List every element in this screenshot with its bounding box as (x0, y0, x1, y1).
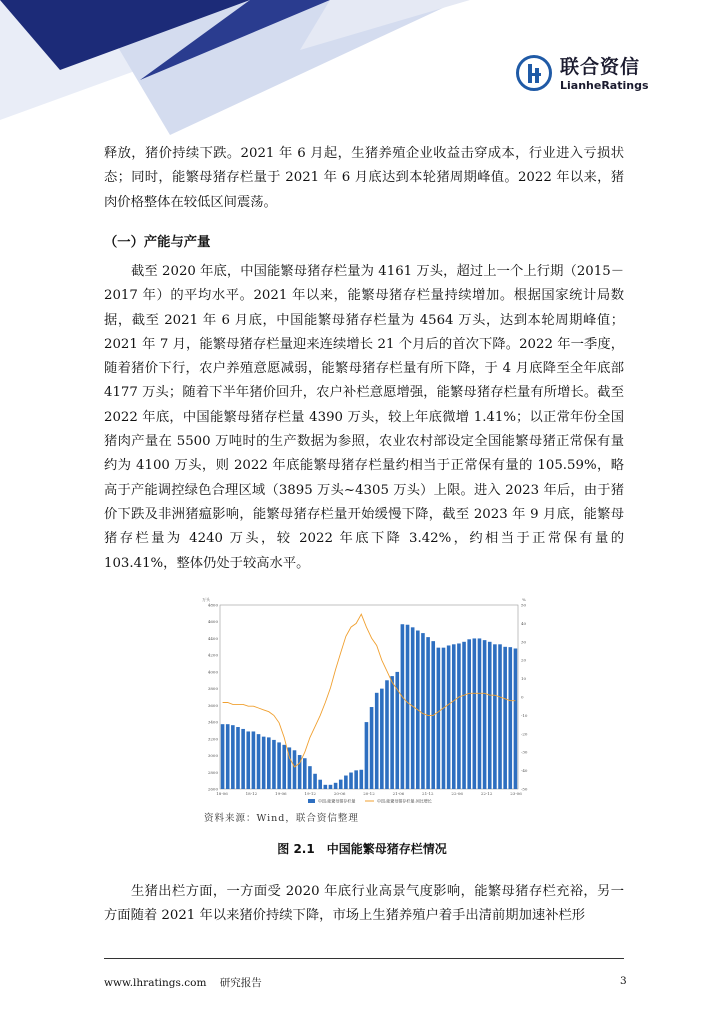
bar (442, 648, 446, 789)
x-tick-label: 19-06 (275, 791, 287, 796)
right-tick-label: 10 (521, 676, 527, 682)
bar (349, 773, 353, 789)
bar (267, 737, 271, 789)
x-tick-label: 20-12 (363, 791, 375, 796)
figure-source: 资料来源：Wind，联合资信整理 (204, 813, 359, 824)
bar (488, 642, 492, 789)
bar (380, 689, 384, 789)
bar (365, 722, 369, 789)
x-tick-label: 21-06 (392, 791, 405, 796)
left-tick-label: 4800 (207, 602, 218, 608)
legend-bar-label: 中国:能繁母猪存栏量 (318, 798, 356, 804)
left-tick-label: 3800 (207, 686, 218, 692)
right-tick-label: -40 (521, 768, 528, 774)
bar (257, 734, 261, 789)
bar (498, 644, 502, 789)
x-tick-label: 18-12 (245, 791, 258, 796)
bar (318, 780, 322, 789)
left-tick-label: 3200 (207, 736, 218, 742)
bar (390, 676, 394, 789)
paragraph-2: 截至 2020 年底，中国能繁母猪存栏量为 4161 万头，超过上一个上行期（2015－2017 年）的平均水平。2021 年以来，能繁母猪存栏量持续增加。根据国家统计局数据，截至 2021 年 6 月底，中国能繁母猪存栏量为 4564 万头，达到本轮周期峰值；2021 年 7 月，能繁母猪存栏量迎来连续增长 21 个月后的首次下降。2022 年一季度，随着猪价下行，农户养殖意愿减弱，能繁母猪存栏量有所下降，于 4 月底降至全年底部 4177 万头；随着下半年猪价回升，农户补栏意愿增强，能繁母猪存栏量有所增长。截至 2022 年底，中国能繁母猪存栏量 4390 万头，较上年底微增 1.41%；以正常年份全国猪肉产量在 5500 万吨时的生产数据为参照，农业农村部设定全国能繁母猪正常保有量约为 4100 万头，则 2022 年底能繁母猪存栏量约相当于正常保有量的 105.59%，略高于产能调控绿色合理区域（3895 万头~4305 万头）上限。进入 2023 年后，由于猪价下跌及非洲猪瘟影响，能繁母猪存栏量开始缓慢下降，截至 2023 年 9 月底，能繁母猪存栏量为 4240 万头，较 2022 年底下降 3.42%，约相当于正常保有量的 103.41%，整体仍处于较高水平。 (104, 264, 624, 571)
logo-cn-text: 联合资信 (560, 56, 641, 78)
right-tick-label: -20 (521, 731, 528, 737)
legend-bar-swatch (308, 799, 315, 803)
logo-en-text: LianheRatings (560, 79, 649, 92)
figure-caption: 图 2.1 中国能繁母猪存栏情况 (277, 842, 447, 856)
bar (478, 638, 482, 789)
bar (308, 766, 312, 789)
bar (262, 737, 266, 789)
bar (246, 731, 250, 789)
left-tick-label: 4600 (207, 619, 218, 625)
right-axis-unit: % (522, 597, 526, 602)
bar (457, 643, 461, 789)
footer-left (104, 975, 262, 990)
x-tick-label: 19-12 (304, 791, 316, 796)
bar (447, 645, 451, 789)
legend-line-label: 中国:能繁母猪存栏量:同比增长 (377, 798, 432, 804)
bar (462, 642, 466, 789)
bar (483, 640, 487, 789)
bar (252, 731, 256, 789)
x-tick-label: 20-06 (333, 791, 346, 796)
bar (221, 724, 225, 789)
bar (421, 633, 425, 789)
right-tick-label: -10 (521, 712, 528, 718)
bar (508, 647, 512, 789)
bar (324, 785, 328, 789)
sow-inventory-chart (200, 593, 540, 811)
bar (339, 780, 343, 789)
right-tick-label: 20 (521, 657, 527, 663)
bar (370, 707, 374, 789)
bar (473, 638, 477, 789)
bar (293, 750, 297, 789)
x-tick-label: 22-12 (480, 791, 493, 796)
bar (231, 725, 235, 789)
bar (344, 776, 348, 789)
bar (411, 627, 415, 789)
bar (467, 639, 471, 789)
bar (406, 625, 410, 789)
x-tick-label: 23-06 (510, 791, 522, 796)
bar (334, 783, 338, 789)
bar (329, 785, 333, 789)
website-link[interactable]: www.lhratings.com (104, 977, 207, 989)
right-tick-label: 30 (521, 639, 527, 645)
section-heading: （一）产能与产量 (104, 235, 211, 250)
bar (272, 740, 276, 789)
bar (426, 637, 430, 789)
footer-divider (104, 958, 624, 959)
left-tick-label: 2800 (207, 769, 218, 775)
logo-mark-icon (516, 55, 552, 91)
bar (359, 770, 363, 789)
paragraph-3: 生猪出栏方面，一方面受 2020 年底行业高景气度影响，能繁母猪存栏充裕，另一方面随着 2021 年以来猪价持续下降，市场上生猪养殖户着手出清前期加速补栏形 (104, 884, 624, 924)
report-type: 研究报告 (219, 977, 262, 989)
bar (354, 770, 358, 789)
bar (437, 648, 441, 789)
x-tick-label: 22-06 (451, 791, 463, 796)
left-tick-label: 2600 (207, 786, 218, 792)
bar (503, 647, 507, 789)
x-tick-label: 18-06 (216, 791, 228, 796)
bar (241, 729, 245, 789)
x-tick-label: 21-12 (422, 791, 434, 796)
right-tick-label: -30 (521, 749, 528, 755)
right-tick-label: -50 (521, 786, 528, 792)
bar (401, 624, 405, 789)
bar (375, 693, 379, 789)
left-tick-label: 4200 (207, 652, 218, 658)
right-tick-label: 50 (521, 602, 527, 608)
bar (514, 648, 518, 789)
paragraph-1: 释放，猪价持续下跌。2021 年 6 月起，生猪养殖企业收益击穿成本，行业进入亏损状态；同时，能繁母猪存栏量于 2021 年 6 月底达到本轮猪周期峰值。2022 年以来，猪肉价格整体在较低区间震荡。 (104, 146, 624, 210)
company-logo (516, 52, 676, 96)
right-tick-label: 0 (521, 694, 524, 700)
left-tick-label: 3000 (207, 753, 218, 759)
bar (452, 644, 456, 789)
left-tick-label: 4400 (207, 635, 218, 641)
right-tick-label: 40 (521, 620, 527, 626)
bar (313, 774, 317, 789)
bar (277, 742, 281, 789)
bar (303, 758, 307, 789)
page-number: 3 (620, 975, 627, 987)
bar (226, 724, 230, 789)
left-tick-label: 3600 (207, 702, 218, 708)
left-axis-unit: 万头 (202, 597, 210, 602)
bar (236, 727, 240, 789)
bar (385, 680, 389, 789)
left-tick-label: 3400 (207, 719, 218, 725)
bar (493, 644, 497, 789)
bar (282, 745, 286, 789)
left-tick-label: 4000 (207, 669, 218, 675)
